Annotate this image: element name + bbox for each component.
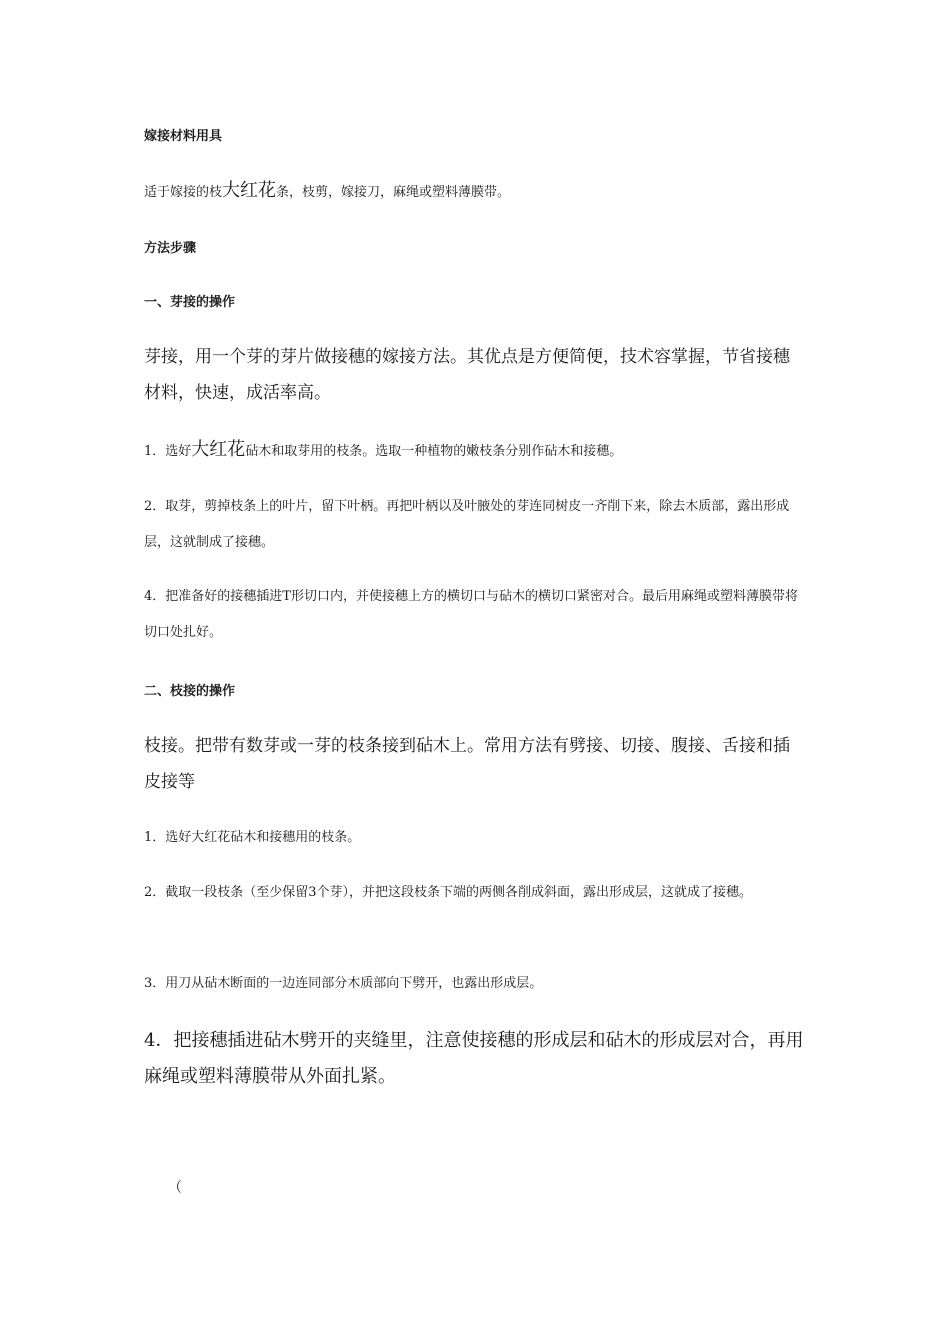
heading-steps: 方法步骤 bbox=[144, 241, 197, 256]
text-run: 适于嫁接的枝 bbox=[144, 185, 223, 200]
step-branch-3: 3．用刀从砧木断面的一边连同部分木质部向下劈开，也露出形成层。 bbox=[144, 976, 543, 991]
text-run: 1．选好 bbox=[144, 444, 192, 459]
paragraph-bud-grafting: 芽接，用一个芽的芽片做接穗的嫁接方法。其优点是方便简便，技术容掌握，节省接穗材料，快速，成活率高。 bbox=[144, 347, 790, 403]
paragraph-materials bbox=[144, 173, 804, 211]
text-run-large: 大红花 bbox=[191, 439, 246, 460]
step-branch-1: 1．选好大红花砧木和接穗用的枝条。 bbox=[144, 830, 361, 845]
heading-bud-grafting: 一、芽接的操作 bbox=[144, 295, 236, 310]
step-branch-2: 2．截取一段枝条（至少保留3个芽），并把这段枝条下端的两侧各削成斜面，露出形成层，这就成了接穗。 bbox=[144, 885, 753, 900]
step-branch-4: 4．把接穗插进砧木劈开的夹缝里，注意使接穗的形成层和砧木的形成层对合，再用麻绳或塑料薄膜带从外面扎紧。 bbox=[144, 1030, 804, 1087]
text-run: 砧木和取芽用的枝条。选取一种植物的嫩枝条分别作砧木和接穗。 bbox=[245, 444, 623, 459]
text-run: 条，枝剪，嫁接刀，麻绳或塑料薄膜带。 bbox=[276, 185, 511, 200]
step-bud-4: 4．把准备好的接穗插进T形切口内，并使接穗上方的横切口与砧木的横切口紧密对合。最后用麻绳或塑料薄膜带将切口处扎好。 bbox=[144, 589, 798, 640]
heading-materials: 嫁接材料用具 bbox=[144, 129, 223, 144]
step-bud-1 bbox=[144, 432, 804, 470]
heading-branch-grafting: 二、枝接的操作 bbox=[144, 684, 236, 699]
step-bud-2: 2．取芽，剪掉枝条上的叶片，留下叶柄。再把叶柄以及叶腋处的芽连同树皮一齐削下来，除去木质部，露出形成层，这就制成了接穗。 bbox=[144, 499, 790, 550]
text-run-large: 大红花 bbox=[222, 180, 277, 201]
paragraph-branch-grafting: 枝接。把带有数芽或一芽的枝条接到砧木上。常用方法有劈接、切接、腹接、舌接和插皮接等 bbox=[144, 736, 790, 792]
stray-parenthesis: （ bbox=[168, 1180, 182, 1196]
